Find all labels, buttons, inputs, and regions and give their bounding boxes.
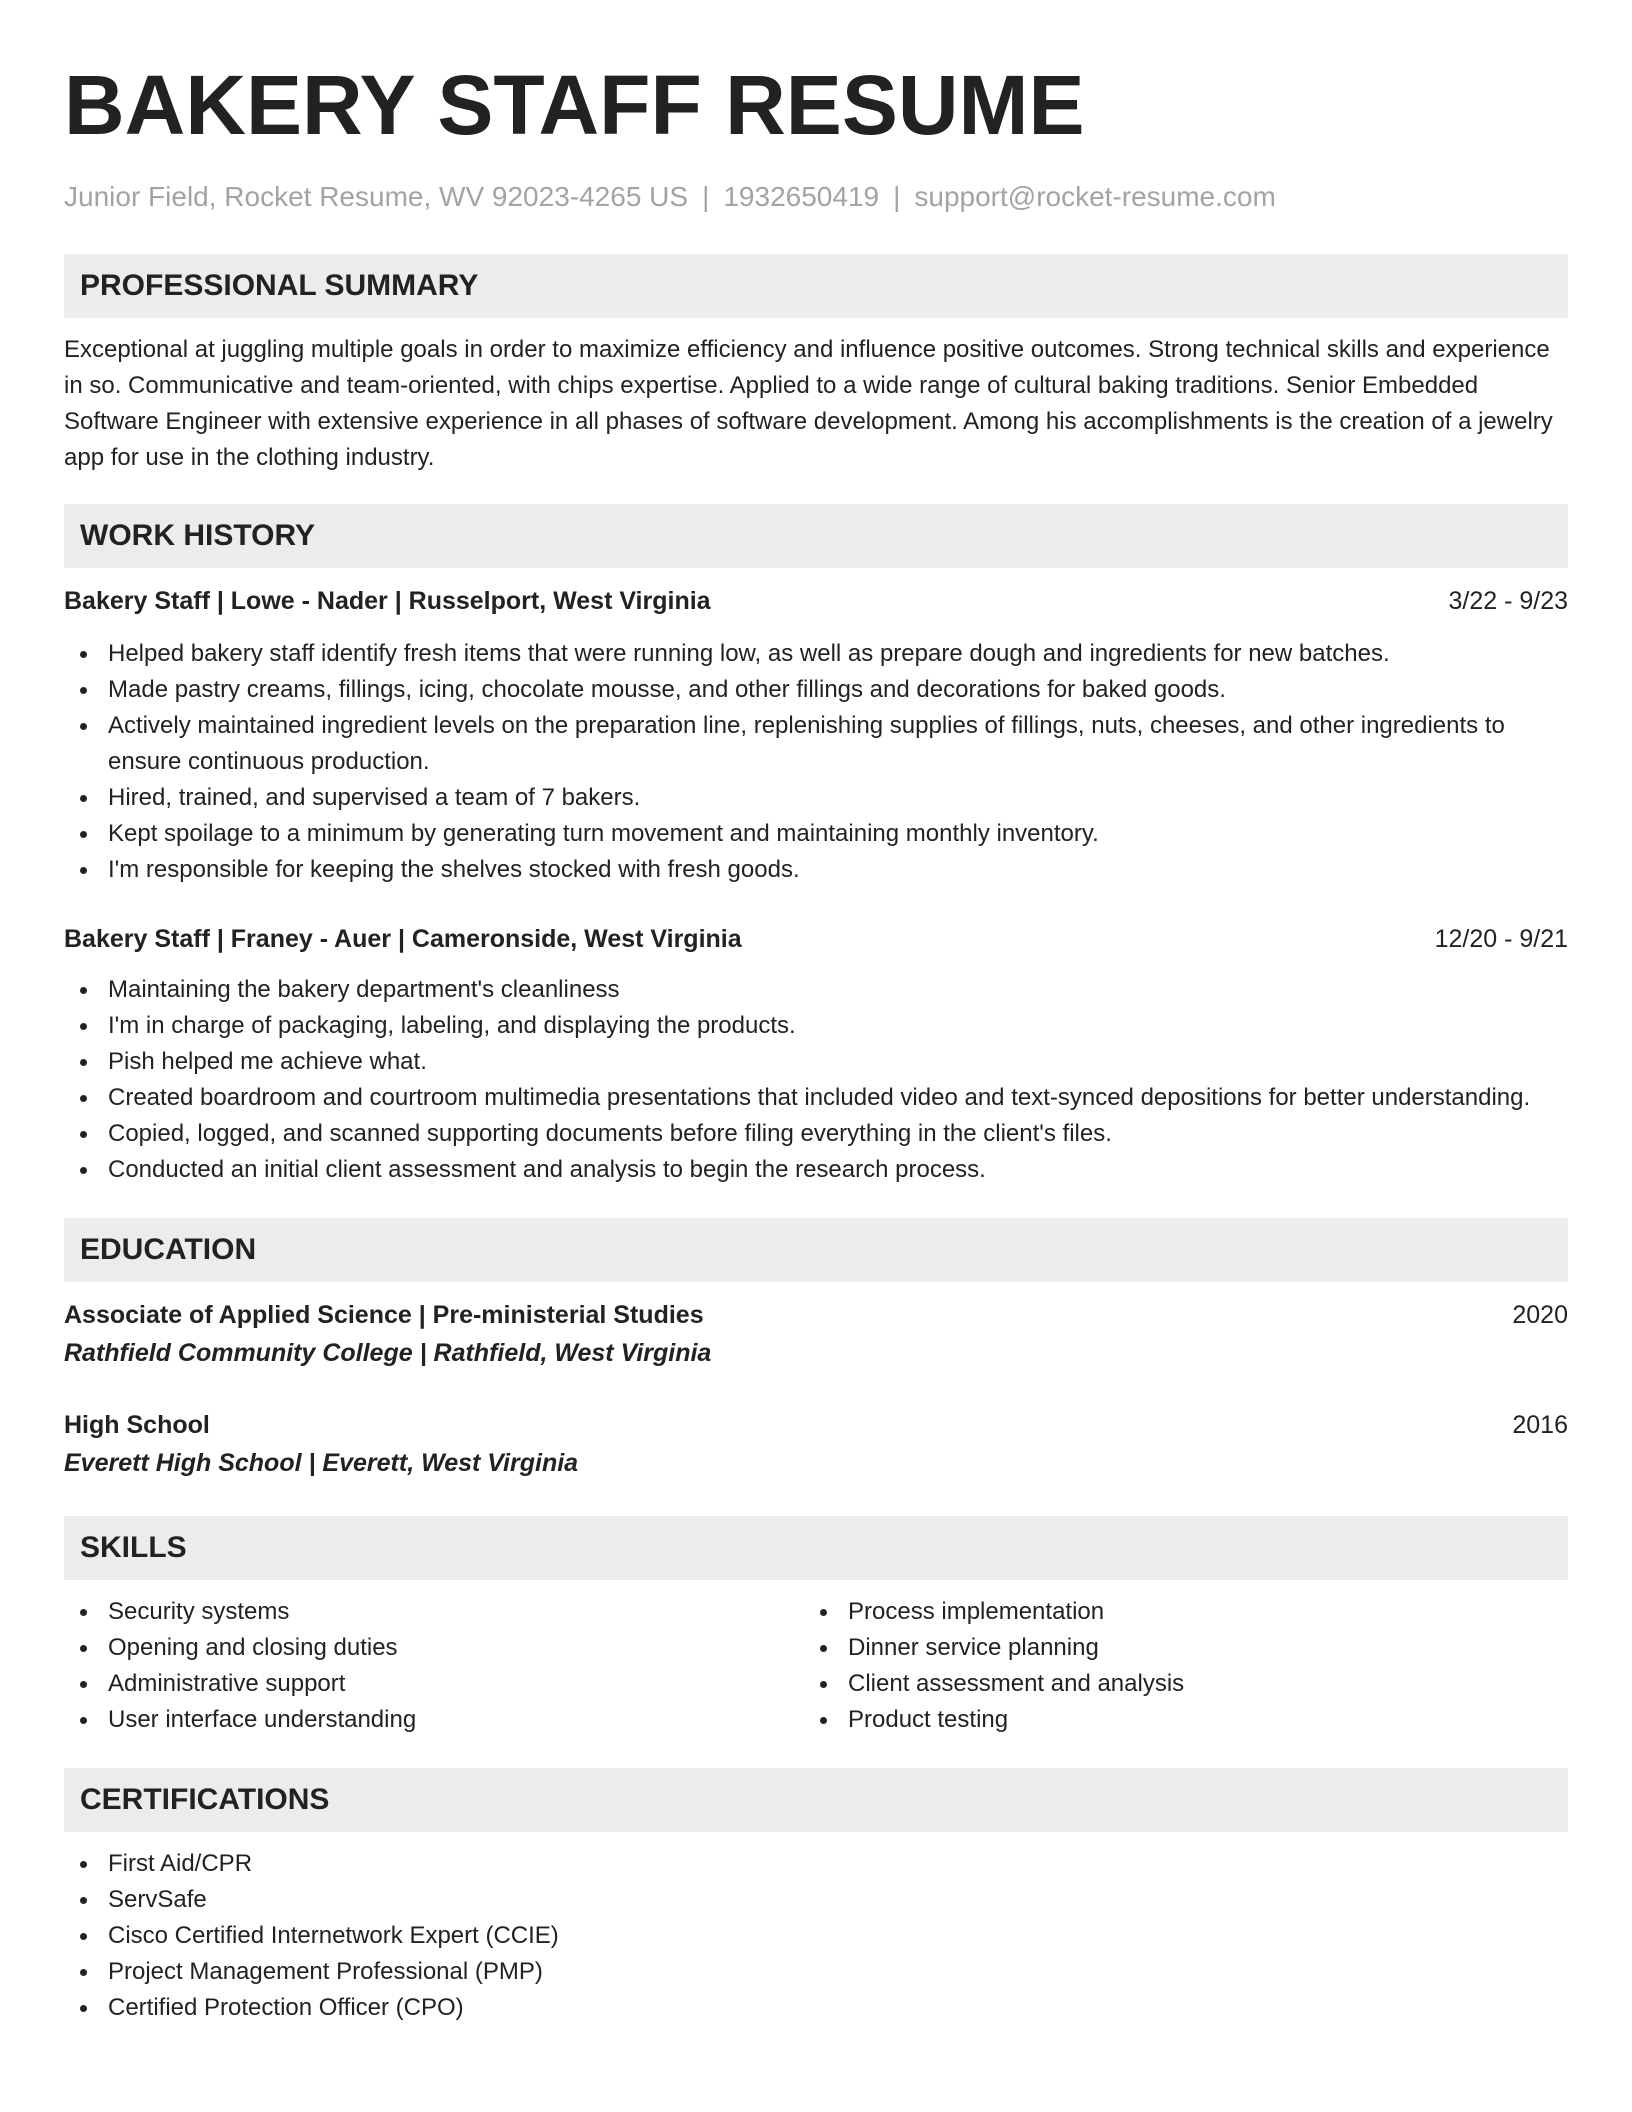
certification-item: Certified Protection Officer (CPO) xyxy=(64,1990,1568,2026)
skills-column-left xyxy=(64,1594,804,1738)
job-header xyxy=(64,584,1568,618)
job-bullet: Hired, trained, and supervised a team of 7 bakers. xyxy=(64,780,1568,816)
job-bullet: Helped bakery staff identify fresh items that were running low, as well as prepare dough and ingredients for new batches. xyxy=(64,636,1568,672)
skill-item: Opening and closing duties xyxy=(64,1630,804,1666)
certifications-heading: CERTIFICATIONS xyxy=(64,1768,1568,1832)
job-bullets xyxy=(64,972,1568,1188)
education-year: 2016 xyxy=(1512,1411,1568,1439)
job-title: Bakery Staff | Lowe - Nader | Russelport, West Virginia xyxy=(64,587,711,615)
education-degree: High School xyxy=(64,1411,210,1439)
job-bullet: I'm in charge of packaging, labeling, and displaying the products. xyxy=(64,1008,1568,1044)
certification-item: First Aid/CPR xyxy=(64,1846,1568,1882)
job-title: Bakery Staff | Franey - Auer | Cameronside, West Virginia xyxy=(64,925,742,953)
skills-column-right xyxy=(804,1594,1544,1738)
job-header xyxy=(64,922,1568,956)
education-school: Rathfield Community College | Rathfield, West Virginia xyxy=(64,1339,712,1367)
job-bullet: Actively maintained ingredient levels on the preparation line, replenishing supplies of fillings, nuts, cheeses, and other ingredients to ensure continuous production. xyxy=(64,708,1568,780)
education-heading: EDUCATION xyxy=(64,1218,1568,1282)
certification-item: Cisco Certified Internetwork Expert (CCIE) xyxy=(64,1918,1568,1954)
contact-line xyxy=(64,180,1568,214)
job-bullet: Conducted an initial client assessment and analysis to begin the research process. xyxy=(64,1152,1568,1188)
certification-item: ServSafe xyxy=(64,1882,1568,1918)
skill-item: User interface understanding xyxy=(64,1702,804,1738)
certifications-list xyxy=(64,1846,1568,2026)
work-history-heading: WORK HISTORY xyxy=(64,504,1568,568)
education-entry xyxy=(64,1296,1568,1372)
contact-separator: | xyxy=(893,181,901,212)
job-entry xyxy=(64,922,1568,1188)
education-degree: Associate of Applied Science | Pre-ministerial Studies xyxy=(64,1301,704,1329)
job-bullet: Copied, logged, and scanned supporting documents before filing everything in the client's files. xyxy=(64,1116,1568,1152)
skill-item: Product testing xyxy=(804,1702,1544,1738)
contact-address: Junior Field, Rocket Resume, WV 92023-4265 US xyxy=(64,181,689,212)
summary-heading: PROFESSIONAL SUMMARY xyxy=(64,254,1568,318)
resume-title: BAKERY STAFF RESUME xyxy=(64,58,1085,152)
job-bullet: Pish helped me achieve what. xyxy=(64,1044,1568,1080)
job-bullets xyxy=(64,636,1568,888)
job-bullet: Created boardroom and courtroom multimedia presentations that included video and text-synced depositions for better understanding. xyxy=(64,1080,1568,1116)
certification-item: Project Management Professional (PMP) xyxy=(64,1954,1568,1990)
contact-email[interactable]: support@rocket-resume.com xyxy=(914,181,1276,212)
job-bullet: Maintaining the bakery department's cleanliness xyxy=(64,972,1568,1008)
education-year: 2020 xyxy=(1512,1301,1568,1329)
education-entry xyxy=(64,1406,1568,1482)
job-bullet: Made pastry creams, fillings, icing, chocolate mousse, and other fillings and decorations for baked goods. xyxy=(64,672,1568,708)
skill-item: Client assessment and analysis xyxy=(804,1666,1544,1702)
job-bullet: I'm responsible for keeping the shelves stocked with fresh goods. xyxy=(64,852,1568,888)
job-dates: 3/22 - 9/23 xyxy=(1448,587,1568,615)
job-entry xyxy=(64,584,1568,888)
skill-item: Process implementation xyxy=(804,1594,1544,1630)
education-header xyxy=(64,1296,1568,1334)
education-header xyxy=(64,1406,1568,1444)
summary-text: Exceptional at juggling multiple goals in order to maximize efficiency and influence positive outcomes. Strong technical skills and experience in so. Communicative and team-oriented, with chips expertise. Applied to a wide range of cultural baking traditions. Senior Embedded Software Engineer with extensive experience in all phases of software development. Among his accomplishments is the creation of a jewelry app for use in the clothing industry. xyxy=(64,336,1553,471)
contact-separator: | xyxy=(702,181,710,212)
skill-item: Security systems xyxy=(64,1594,804,1630)
skill-item: Administrative support xyxy=(64,1666,804,1702)
skills-heading: SKILLS xyxy=(64,1516,1568,1580)
contact-phone: 1932650419 xyxy=(723,181,880,212)
job-dates: 12/20 - 9/21 xyxy=(1434,925,1568,953)
education-school: Everett High School | Everett, West Virginia xyxy=(64,1449,579,1477)
skills-grid xyxy=(64,1594,1568,1738)
job-bullet: Kept spoilage to a minimum by generating turn movement and maintaining monthly inventory. xyxy=(64,816,1568,852)
skill-item: Dinner service planning xyxy=(804,1630,1544,1666)
